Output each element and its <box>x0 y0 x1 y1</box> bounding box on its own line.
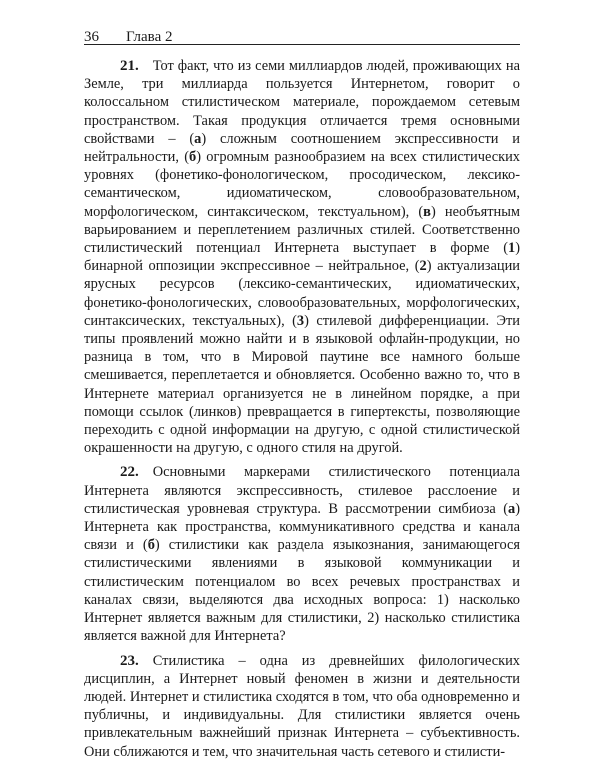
header-rule <box>84 44 520 45</box>
paragraph-number: 21. <box>120 58 139 74</box>
bold-marker: в <box>423 203 431 220</box>
page-number: 36 <box>84 29 99 45</box>
text-run: ) Интернета как пространства, коммуникативного средства и канала связи и ( <box>84 500 520 554</box>
text-run: ) огромным разнообразием на всех стилистических уровнях (фонетико-фонологическом, просодическом, лексико-семантическом, идиоматическом, словообразовательном, морфологическом, синтаксическом, текстуальном), ( <box>84 149 521 220</box>
bold-marker: 1 <box>508 240 516 257</box>
text-run: ) необъятным варьированием и переплетением различных стилей. Соответственно стилистический потенциал Интернета выступает в форме ( <box>84 203 520 257</box>
paragraph-text <box>84 58 520 456</box>
bold-marker: а <box>194 130 202 147</box>
bold-marker: 2 <box>419 258 427 275</box>
text-run: ) сложным соотношением экспрессивности и нейтральности, ( <box>84 130 521 166</box>
text-run: Тот факт, что из семи миллиардов людей, проживающих на Земле, три миллиарда пользуется Интернетом, говорит о колоссальном стилистическом материале, порождаемом сетевым пространством. Такая продукция отличается тремя основными свойствами – ( <box>84 58 520 147</box>
text-run: Стилистика – одна из древнейших филологических дисциплин, а Интернет новый феномен в жизни и деятельности людей. Интернет и стилистика сходятся в том, что оба одновременно и публичны, и индивидуальны. Для стилистики является очень привлекательным важнейший признак Интернета – субъективность. Они сближаются и тем, что значительная часть сетевого и стилисти- <box>84 652 520 760</box>
text-run: ) стилевой дифференциации. Эти типы проявлений можно найти и в языковой офлайн-продукции, но разница в том, что в Мировой паутине все намного больше смешивается, переплетается и обновляется. Особенно важно то, что в Интернете материал организуется не в линейном порядке, а при помощи ссылок (линков) превращается в гипертексты, позволяющие переходить с одной информации на другую, с одной стилистической окрашенности на другую, с одного стиля на другой. <box>84 312 520 457</box>
text-run: ) актуализации ярусных ресурсов (лексико-семантических, идиоматических, фонетико-фонологических, словообразовательных, морфологических, синтаксических, текстуальных), ( <box>84 258 520 329</box>
text-run: Основными маркерами стилистического потенциала Интернета являются экспрессивность, стилевое расслоение и стилистическая уровневая структура. В рассмотрении симбиоза ( <box>84 464 520 517</box>
chapter-title: Глава 2 <box>126 29 173 45</box>
paragraph-number: 22. <box>120 464 139 481</box>
paragraph-21 <box>84 57 520 457</box>
text-run: ) стилистики как раздела языкознания, занимающегося стилистическими явлениями в языковой коммуникации и стилистическим потенциалом во всех речевых пространствах и каналах связи, выделяются два исходных вопроса: 1) насколько Интернет является важным для стилистики, 2) насколько стилистика является важной для Интернета? <box>84 537 521 645</box>
paragraph-22 <box>84 463 520 645</box>
bold-marker: б <box>147 537 155 554</box>
bold-marker: б <box>189 149 197 166</box>
paragraph-text <box>84 653 520 760</box>
page-body <box>84 57 520 761</box>
paragraph-23 <box>84 652 520 761</box>
paragraph-number: 23. <box>120 652 139 669</box>
bold-marker: а <box>508 500 516 517</box>
text-run: ) бинарной оппозиции экспрессивное – нейтральное, ( <box>84 240 520 275</box>
paragraph-text <box>84 464 520 644</box>
bold-marker: 3 <box>296 312 305 329</box>
